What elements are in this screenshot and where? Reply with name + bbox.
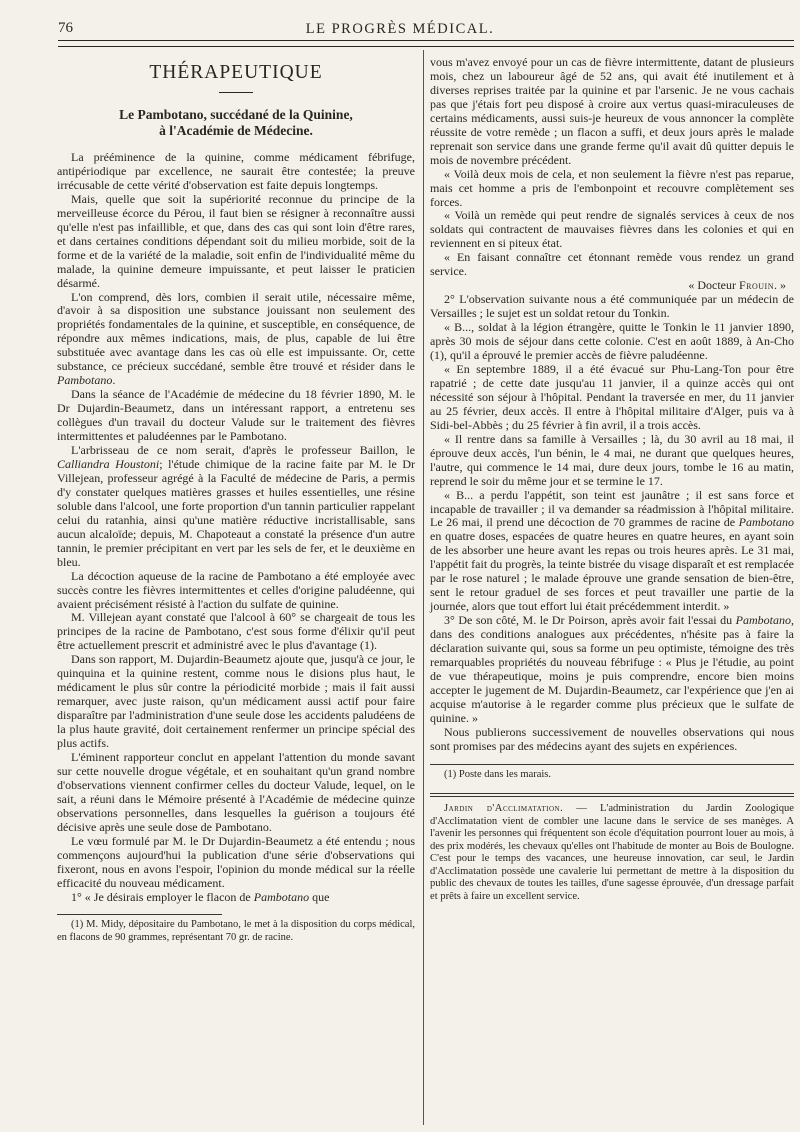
paragraph: « En septembre 1889, il a été évacué sur Phu-Lang-Ton pour être rapatrié ; de cette date jusqu'au 11 janvier, il a quinze accès qui ont nécessité son séjour à l'hôpital. Pendant la traversée en mer, du 11 janvier au 25 février, deux accès. Il entre à l'hôpital militaire d'Alger, puis va à Sidi-bel-Abbès ; du 25 février à fin avril, il a trois accès. xyxy=(430,361,794,432)
text-run: 3° De son côté, M. le Dr Poirson, après avoir fait l'essai du xyxy=(444,613,736,628)
paragraph: Mais, quelle que soit la supériorité reconnue du principe de la merveilleuse écorce du Pérou, il faut bien se résigner à reconnaître aussi qu'elle n'est pas infaillible, et que, dans des cas qui sont loin d'être rares, et dans certaines conditions dépendant soit du milieu morbide, soit de la forme et de la variété de la maladie, soit enfin de l'individualité même du malade, la quinine demeure impuissante, et peut laisser le praticien désarmé. xyxy=(57,191,415,290)
paragraph: La prééminence de la quinine, comme médicament fébrifuge, antipériodique par excellence, ne saurait être contestée; la preuve irrécusable de cette vérité d'observation est faite depuis longtemps. xyxy=(57,150,415,192)
text-run: 1° « Je désirais employer le flacon de xyxy=(71,889,254,904)
text-run: , dans des conditions analogues aux précédentes, n'hésite pas à faire la déclaration suivante qui, sous sa forme un peu optimiste, témoigne des très remarquables propriétés du nouveau fébrifuge : « Plus je l'étudie, au point de vue thérapeutique, moins je puis comprendre, encore bien moins accepter le jugement de M. Dujardin-Beaumetz, car l'expérience que j'en ai acquise m'autorise à le regarder comme plus précieux que le sulfate de quinine. » xyxy=(430,613,794,725)
text-run: L'arbrisseau de ce nom serait, d'après le professeur Baillon, le xyxy=(71,443,415,458)
text-run: « Docteur xyxy=(688,278,739,293)
footnote: (1) M. Midy, dépositaire du Pambotano, le met à la disposition du corps médical, en flacons de 90 grammes, représentant 70 gr. de racine. xyxy=(57,919,415,943)
text-run: « B... a perdu l'appétit, son teint est jaunâtre ; il est sans force et incapable de travailler ; il va demander sa réadmission à l'hôpital militaire. Le 26 mai, il prend une décoction de 70 grammes de racine de xyxy=(430,487,794,530)
article-title-line-1: Le Pambotano, succédané de la Quinine, xyxy=(119,107,353,122)
paragraph: « En faisant connaître cet étonnant remède vous rendez un grand service. xyxy=(430,250,794,279)
paragraph xyxy=(57,444,415,570)
paragraph: vous m'avez envoyé pour un cas de fièvre intermittente, datant de plusieurs mois, chez un laboureur âgé de 52 ans, qui avait été inutilement et à diverses reprises traitée par la quinine et par l'arsenic. Je ne vous cachais pas que j'étais fort peu disposé à croire aux vertus quasi-miraculeuses de certains médicaments, aussi suis-je heureux de vous annoncer la complète réussite de votre remède ; un flacon a suffi, et deux jours après le malade reprenait son service dans une grande ferme qu'il avait dû quitter depuis le mois de novembre précédent. xyxy=(430,55,794,167)
paragraph: « Il rentre dans sa famille à Versailles ; là, du 30 avril au 18 mai, il éprouve deux accès, l'un bénin, le 4 mai, ne durant que quelques heures, l'autre, qui commence le 14 mai, dure deux jours, tombe le 16 au matin, reprend le soir du même jour et se termine le 17. xyxy=(430,431,794,488)
text-run: L'on comprend, dès lors, combien il serait utile, nécessaire même, d'avoir à sa disposition une substance jouissant non seulement des propriétés fondamentales de la quinine, et susceptible, en conséquence, de répondre aux mêmes indications, mais, de plus, capable de lui être substituée avec avantage dans les cas où elle est impuissante. Or, cette substance, ce précieux succédané, semble être trouvé et résider dans le xyxy=(57,289,415,374)
title-rule xyxy=(219,92,253,93)
header-rule xyxy=(58,40,794,47)
paragraph: La décoction aqueuse de la racine de Pambotano a été employée avec succès contre les fièvres intermittentes et celles d'origine paludéenne, qui avaient précisément résisté à l'action du sulfate de quinine. xyxy=(57,568,415,611)
paragraph xyxy=(430,614,794,726)
text-run: en quatre doses, espacées de quatre heures en quatre heures, en ayant soin de les absorber une heure avant les repas ou trois heures après. Le 31 mai, l'appétit fait du progrès, la teinte bistrée du visage disparaît et est remplacée par le rose naturel ; le malade éprouve une grande sensation de bien-être, sent le retour graduel de ses forces et peut travailler une partie de la journée, alors que tout effort lui était précédemment interdit. » xyxy=(430,529,794,614)
text-run: . » xyxy=(774,278,786,293)
left-column xyxy=(57,56,415,944)
text-run: . xyxy=(112,373,116,388)
signature xyxy=(430,279,794,293)
footnote-rule xyxy=(57,914,222,915)
paragraph: Dans son rapport, M. Dujardin-Beaumetz ajoute que, jusqu'à ce jour, le quinquina et la quinine restent, comme nous le disions plus haut, le médicament le plus sûr contre la périodicité morbide ; mais il fait aussi remarquer, avec juste raison, qu'un médicament aussi actif pour faire disparaître par l'administration d'une seule dose les accidents paludéens de la plus haute gravité, doit certainement renfermer un principe spécial des plus actifs. xyxy=(57,652,415,751)
text-run: ; l'étude chimique de la racine faite par M. le Dr Villejean, professeur agrégé à la Faculté de médecine de Paris, a permis d'y constater quelques matières grasses et huiles essentielles, une résine soluble dans l'alcool, une forte proportion d'un tannin particulier rappelant celui du ratanhia, ainsi qu'une matière réductive incristallisable, sans aucun alcaloïde; depuis, M. Chapoteaut a constaté la présence d'un autre tannin, le premier précipitant en vert par les sels de fer, et le deuxième en bleu. xyxy=(57,456,415,569)
italic-term: Pambotano xyxy=(253,889,310,904)
paragraph: « B..., soldat à la légion étrangère, quitte le Tonkin le 11 janvier 1890, après 30 mois de séjour dans cette colonie. C'est en août 1889, à An-Cho (1), qu'il a éprouvé le premier accès de fièvre paludéenne. xyxy=(430,320,794,363)
footnote-rule xyxy=(430,764,794,765)
section-double-rule xyxy=(430,793,794,797)
footnote: (1) Poste dans les marais. xyxy=(444,768,552,780)
text-run: que xyxy=(309,889,330,904)
paragraph: « Voilà deux mois de cela, et non seulement la fièvre n'est pas reparue, mais cet homme a pris de l'embonpoint et recouvre complètement ses forces. xyxy=(430,166,794,209)
right-column xyxy=(430,56,794,903)
running-head: LE PROGRÈS MÉDICAL. xyxy=(305,21,495,37)
italic-term: Pambotano xyxy=(57,373,113,388)
paragraph xyxy=(57,891,415,905)
page-number: 76 xyxy=(58,20,73,36)
paragraph: M. Villejean ayant constaté que l'alcool à 60° se chargeait de tous les principes de la racine de Pambotano, c'est sous forme d'élixir qu'il peut être actuellement prescrit et administré avec le plus d'avantage (1). xyxy=(57,610,415,653)
article-title-line-2: à l'Académie de Médecine. xyxy=(159,123,313,138)
paragraph: « Voilà un remède qui peut rendre de signalés services à ceux de nos soldats qui contractent de mauvaises fièvres dans les colonies et qui en reviennent en si piteux état. xyxy=(430,208,794,251)
italic-term: Pambotano xyxy=(735,613,791,628)
paragraph xyxy=(57,291,415,389)
paragraph: Dans la séance de l'Académie de médecine du 18 février 1890, M. le Dr Dujardin-Beaumetz, dans un intéressant rapport, a entretenu ses collègues d'un travail du docteur Valude sur le traitement des fièvres intermittentes et paludéennes par le Pambotano. xyxy=(57,387,415,444)
news-item xyxy=(430,803,794,903)
italic-term: Calliandra Houstoni xyxy=(57,456,160,471)
article-title xyxy=(57,107,415,139)
paragraph: 2° L'observation suivante nous a été communiquée par un médecin de Versailles ; le sujet est un soldat retour du Tonkin. xyxy=(430,292,794,321)
section-title: THÉRAPEUTIQUE xyxy=(149,62,323,83)
paragraph xyxy=(430,489,794,615)
paragraph: L'éminent rapporteur conclut en appelant l'attention du monde savant sur cette nouvelle drogue végétale, et en souhaitant qu'un grand nombre d'observations viennent confirmer celles du docteur Valude, lequel, on le sait, a réuni dans le Mémoire présenté à l'Académie de médecine quinze observations personnelles, dans lesquelles la guérison a toujours été décisive après une seule dose de Pambotano. xyxy=(57,749,415,834)
signature-name: Frouin xyxy=(738,278,774,293)
italic-term: Pambotano xyxy=(738,515,794,530)
news-item-title: Jardin d'Acclimatation. xyxy=(444,803,564,815)
paragraph: Le vœu formulé par M. le Dr Dujardin-Beaumetz a été entendu ; nous commençons aujourd'hui la publication d'une série d'observations qui fixeront, nous en avons l'espoir, l'opinion du monde médical sur la réelle efficacité du nouveau médicament. xyxy=(57,833,415,890)
paragraph: Nous publierons successivement de nouvelles observations qui nous sont promises par des médecins ayant des sujets en expériences. xyxy=(430,724,794,753)
news-item-body: — L'administration du Jardin Zoologique d'Acclimatation vient de combler une lacune dans le service de ses manèges. A l'avenir les personnes qui fréquentent son école d'équitation pourront louer au mois, à des prix modérés, les chevaux qu'elles ont l'habitude de monter au Bois de Boulogne. C'est pour le temps des vacances, une heureuse innovation, car seul, le Jardin d'Acclimatation possède une cavalerie lui permettant de mettre à la disposition du public des chevaux de toutes les tailles, d'une sagesse éprouvée, d'un dressage parfait et prêts à faire un excellent service. xyxy=(430,803,794,902)
column-divider xyxy=(423,50,424,1125)
